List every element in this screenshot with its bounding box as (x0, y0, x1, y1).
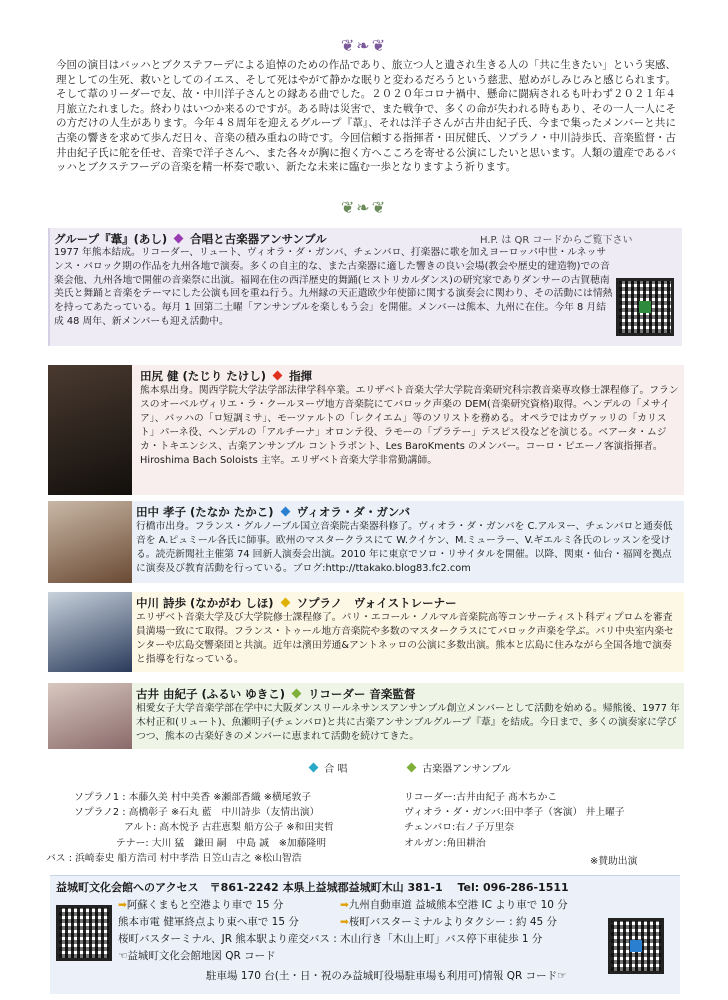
recorder-player-photo (48, 683, 132, 749)
performer-name: 中川 詩歩 (なかがわ しほ) ソプラノ ヴォイストレーナー (136, 596, 457, 610)
hp-note: H.P. は QR コードからご覧下さい (480, 235, 633, 246)
access-line: 桜町バスターミナル、JR 熊本駅より産交バス : 木山行き「木山上町」バス停下車徒歩 1 分 (118, 933, 543, 945)
gamba-player-photo (48, 501, 132, 583)
performer-bio: 熊本県出身。関西学院大学法学部法律学科卒業。エリザベト音楽大学大学院音楽研究科宗教音楽専攻修士課程修了。フランスのオーベルヴィリエ・ラ・クールヌーヴ地方音楽院にてバロック声楽の DEM(音楽研究資格)取得。ヘンデルの「メサイア」、バッハの「ロ短調ミサ」、モーツァルトの「レクイエム」等のソリストを務める。オペラではカヴァッリの「カリスト」パーネ役、ヘンデルの「アルチーナ」オロンテ役、ラモーの「プラテー」テスピス役などを演じる。ベアータ・ムジカ・トキエンシス、古楽アンサンブル コントラポント、Les BaroKments のメンバー。コーロ・ピエーノ客演指揮者。Hiroshima Bach Soloists 主宰。エリザベト音楽大学非常勤講師。 (140, 385, 679, 466)
group-qr-code[interactable] (616, 278, 674, 336)
roster-line: テナー: 大川 猛 鎌田 嗣 中島 誠 ※加藤隆明 (116, 837, 327, 849)
performer-tanaka (48, 501, 684, 583)
parking-qr-code[interactable] (608, 918, 664, 974)
legend-chorus: 合 唱 (306, 760, 347, 775)
top-ornament: ❦❧❦ (340, 36, 388, 55)
roster-line: オルガン:角田耕治 (404, 837, 486, 849)
access-line: ➡桜町バスターミナルよりタクシー : 約 45 分 (340, 916, 558, 928)
intro-paragraph: 今回の演目はバッハとブクステフーデによる追悼のための作品であり、旅立つ人と遺され生きる人の「共に生きたい」という実感、理としての生死、救いとしてのイエス、そして死はやがて静かな眠りと変わるだろうという慈悲、慰めがしみじみと感じられます。そして葦のリーダーで友、故・中川洋子さんとの縁ある曲でした。２０２０年コロナ禍中、懸命に闘病されるも叶わず２０２１年４月旅立たれました。終わりはいつか来るのですが。ある時は災害で、また戦争で、多くの命が失われる時もあり、その一人一人にその方だけの人生があります。今年４８周年を迎えるグループ『葦』、それは洋子さんが古井由紀子氏、今まで集ったメンバーと共に古楽の響きを求めて歩んだ日々、音楽の積み重ねの時です。今回信頼する指揮者・田尻健氏、ソプラノ・中川詩歩氏、音楽監督・古井由紀子氏に舵を任せ、音楽で洋子さんへ、また各々が胸に抱く方へこころを寄せる公演にしたいと思います。人類の遺産であるバッハとブクステフーデの音楽を精一杯奏で歌い、新たな未来に臨む一歩となりますよう祈ります。 (56, 59, 676, 174)
performer-bio: 相愛女子大学音楽学部在学中に大阪ダンスリールネサンスアンサンブル創立メンバーとして活動を始める。帰熊後、1977 年木村正和(リュート)、魚瀬明子(チェンバロ)と共に古楽アンサンブルグループ『葦』を結成。今日まで、多くの演奏家に学びつつ、熊本の古楽好きのメンバーに恵まれて活動を続けてきた。 (136, 703, 680, 742)
chorus-diamond-icon (309, 763, 319, 773)
access-line: 熊本市電 健軍終点より東へ車で 15 分 (118, 916, 299, 928)
ensemble-roster (404, 790, 694, 851)
roster-line: ヴィオラ・ダ・ガンバ:田中孝子（客演） 井上曜子 (404, 807, 625, 819)
soprano-photo (48, 592, 132, 672)
middle-ornament: ❦❧❦ (340, 198, 388, 217)
roster-line: ソプラノ1 : 本藤久美 村中美香 ※瀬部香織 ※横尾敦子 (74, 792, 312, 803)
performer-name: 古井 由紀子 (ふるい ゆきこ) リコーダー 音楽監督 (136, 687, 416, 701)
performer-bio: 行橋市出身。フランス・グルノーブル国立音楽院古楽器科修了。ヴィオラ・ダ・ガンバを C.アルヌー、チェンバロと通奏低音を A.ピュミール各氏に師事。欧州のマスタークラスにて W.クイケン、M.ミューラー、V.ギエルミ各氏のレッスンを受ける。読売新聞社主催第 74 回新人演奏会出演。2010 年に東京でソロ・リサイタルを開催。以降、関東・仙台・福岡を拠点に演奏及び教育活動を行っている。ブログ:http://ttakako.blog83.fc2.com (136, 521, 673, 574)
group-name: グループ『葦』(あし) (54, 232, 168, 246)
role-diamond-icon (280, 507, 290, 517)
role-diamond-icon (292, 689, 302, 699)
arrow-icon: ➡ (340, 916, 349, 928)
ensemble-diamond-icon (407, 763, 417, 773)
access-line: ☜益城町文化会館地図 QR コード (118, 950, 276, 962)
performer-tajiri (48, 365, 684, 495)
roster-line: ソプラノ2 : 高橋彰子 ※石丸 藍 中川詩歩（友情出演） (74, 807, 320, 819)
arrow-icon: ➡ (340, 899, 349, 911)
group-title (54, 231, 327, 247)
performer-nakagawa (48, 592, 684, 672)
role-diamond-icon (280, 598, 290, 608)
access-line: ➡阿蘇くまもと空港より車で 15 分 (118, 899, 284, 911)
legend-ensemble: 古楽器アンサンブル (404, 760, 511, 775)
support-note: ※賛助出演 (590, 856, 638, 867)
group-subtitle: 合唱と古楽器アンサンブル (190, 232, 327, 246)
roster-line: アルト: 高木悦予 古荘恵梨 船方公子 ※和田実哲 (124, 822, 334, 834)
roster-line: バス : 浜崎泰史 船方浩司 村中孝浩 日笠山吉之 ※松山智浩 (46, 852, 302, 864)
access-line: 駐車場 170 台(土・日・祝のみ益城町役場駐車場も利用可)情報 QR コード☞ (206, 970, 567, 982)
performer-furui (48, 683, 684, 749)
pointing-hand-icon: ☞ (557, 970, 567, 982)
access-title: 益城町文化会館へのアクセス 〒861-2242 本県上益城郡益城町木山 381-1 Tel: 096-286-1511 (56, 881, 569, 894)
roster-line: チェンバロ:右ノ子万里奈 (404, 822, 515, 834)
chorus-roster (46, 790, 386, 866)
performer-name: 田中 孝子 (たなか たかこ) ヴィオラ・ダ・ガンバ (136, 505, 411, 519)
pointing-hand-icon: ☜ (118, 950, 128, 962)
conductor-photo (48, 365, 132, 495)
performer-name: 田尻 健 (たじり たけし) 指揮 (140, 369, 313, 383)
roster-line: リコーダー:古井由紀子 髙木ちかこ (404, 792, 558, 803)
role-diamond-icon (273, 371, 283, 381)
map-qr-code[interactable] (56, 905, 112, 961)
access-line: ➡九州自動車道 益城熊本空港 IC より車で 10 分 (340, 899, 568, 911)
group-description: 1977 年熊本結成。リコーダー、リュート、ヴィオラ・ダ・ガンバ、チェンバロ、打楽器に歌を加えヨーロッパ中世・ルネッサンス・バロック期の作品を九州各地で演奏。多くの自主的な、また古楽器に適した響きの良い会場(教会や歴史的建造物)での音楽会他、九州各地で開催の音楽祭に出演。福岡在住の西洋歴史的舞踊(ヒストリカルダンス)の研究家でありダンサーの古賀穂南美氏と舞踊と音楽をテーマにした公演も回を重ね行う。九州縁の天正遣欧少年使節に関する演奏会に関わり、その活動には情熱を持ってあたっている。毎月 1 回第二土曜「アンサンブルを楽しもう会」を開催。メンバーは熊本、九州に在住。今年 8 月結成 48 周年、新メンバーも迎え活動中。 (54, 247, 613, 327)
qr-logo-icon (639, 301, 651, 313)
performer-bio: エリザベト音楽大学及び大学院修士課程修了。パリ・エコール・ノルマル音楽院高等コンサーティスト科ディプロムを審査員満場一致にて取得。フランス・トゥール地方音楽院や多数のマスタークラスにてバロック声楽を学ぶ。パリ中央室内楽センターや広島交響楽団と共演。近年は濱田芳通&アントネッロの公演に多数出演。熊本と広島に住みながら全国各地で演奏と指導を行なっている。 (136, 612, 674, 665)
arrow-icon: ➡ (118, 899, 127, 911)
qr-logo-icon (630, 940, 642, 952)
group-diamond-icon (174, 234, 184, 244)
